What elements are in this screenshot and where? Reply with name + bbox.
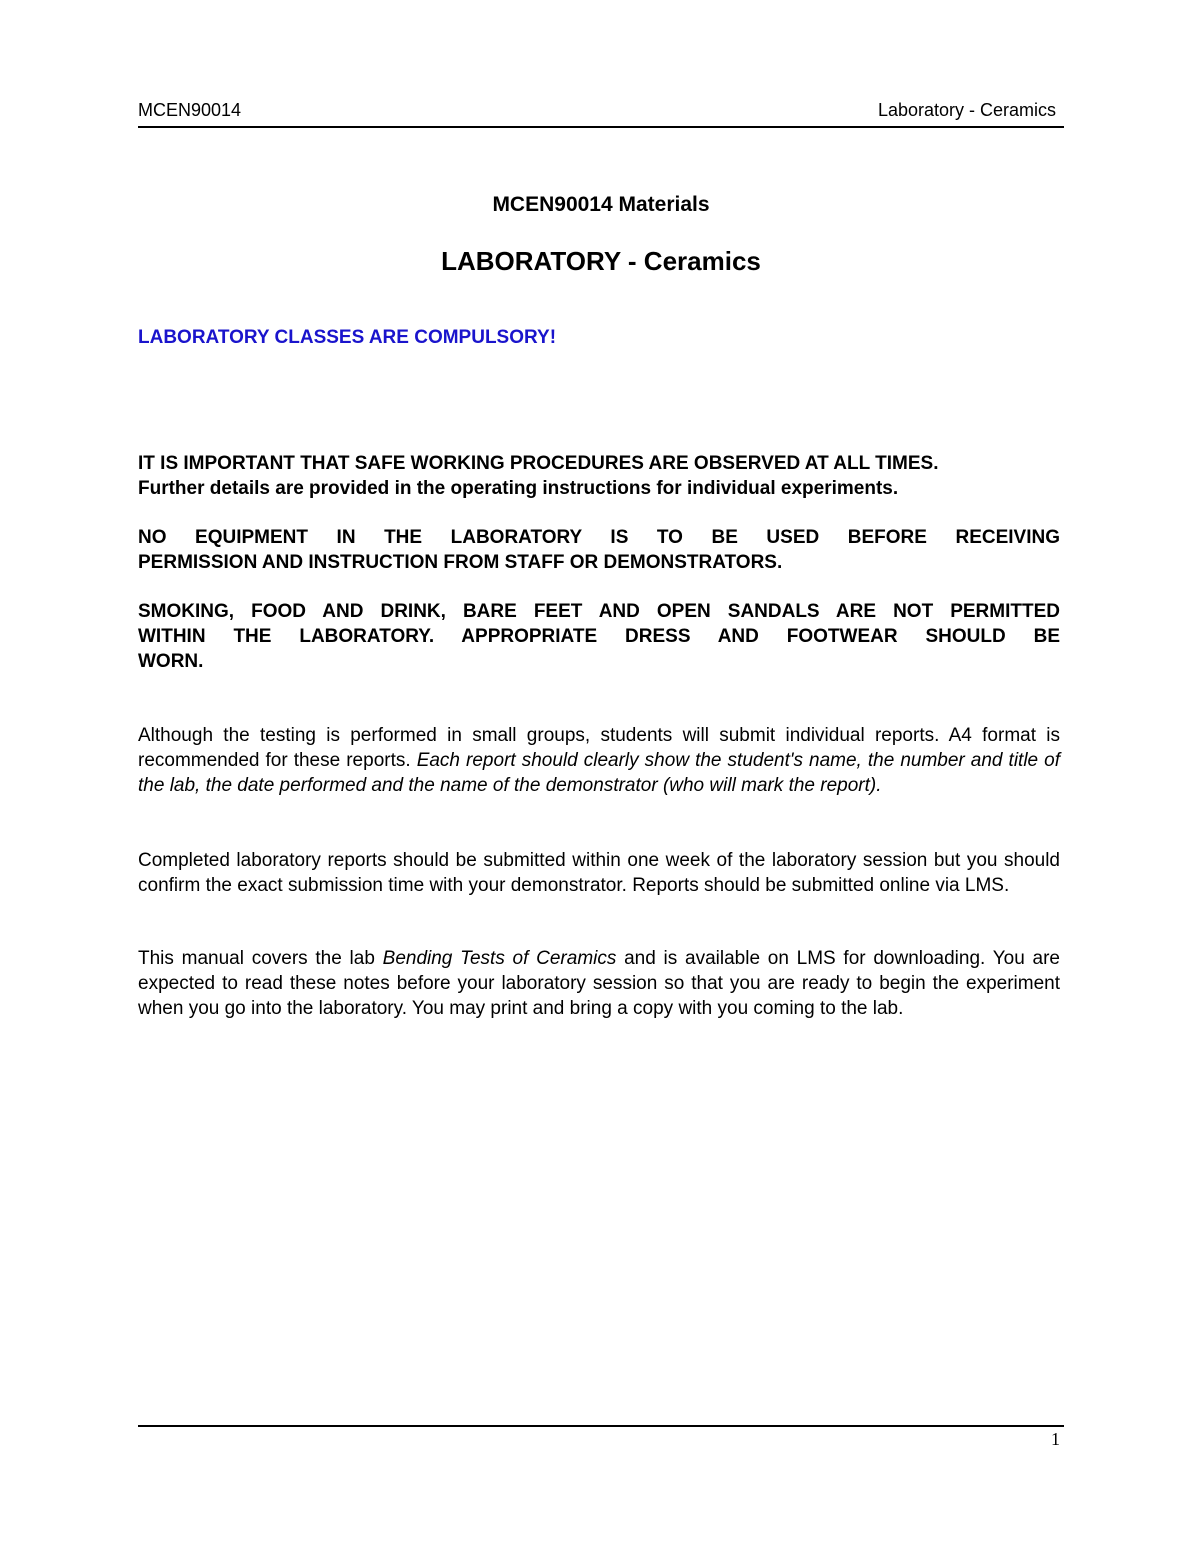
- page-title: LABORATORY - Ceramics: [441, 246, 761, 276]
- dress-code-paragraph: [138, 599, 1060, 674]
- compulsory-notice: LABORATORY CLASSES ARE COMPULSORY!: [138, 327, 557, 348]
- reports-paragraph: [138, 723, 1060, 798]
- manual-text-start: This manual covers the lab: [138, 948, 383, 969]
- dress-code-line-2: WITHIN THE LABORATORY. APPROPRIATE DRESS AND FOOTWEAR SHOULD BE: [138, 626, 1060, 647]
- equipment-line-2: PERMISSION AND INSTRUCTION FROM STAFF OR DEMONSTRATORS.: [138, 552, 783, 573]
- equipment-permission-paragraph: [138, 525, 1060, 575]
- lab-name-text: Bending Tests of Ceramics: [382, 948, 617, 969]
- dress-code-line-1: SMOKING, FOOD AND DRINK, BARE FEET AND OPEN SANDALS ARE NOT PERMITTED: [138, 601, 1060, 622]
- safety-procedures-line: IT IS IMPORTANT THAT SAFE WORKING PROCEDURES ARE OBSERVED AT ALL TIMES.: [138, 453, 939, 474]
- page-number: 1: [1051, 1429, 1060, 1449]
- manual-text-end: and is available on LMS for downloading. You are expected to read these notes before your laboratory session so that you are ready to begin the experiment when you go into the laboratory. You may print and bring a copy with you coming to the lab.: [138, 948, 1060, 1019]
- submission-text: Completed laboratory reports should be submitted within one week of the laboratory session but you should confirm the exact submission time with your demonstrator. Reports should be submitted online via LMS.: [138, 850, 1060, 896]
- header-section-title: Laboratory - Ceramics: [877, 100, 1056, 120]
- reports-text: Although the testing is performed in small groups, students will submit individual reports. A4 format is recommended for these reports.: [138, 725, 1060, 771]
- safety-details-line: Further details are provided in the operating instructions for individual experiments.: [138, 478, 899, 499]
- safety-procedures-paragraph: [138, 451, 1060, 501]
- footer-rule: [138, 1425, 1064, 1427]
- submission-paragraph: [138, 848, 1060, 898]
- page-header: [138, 100, 1064, 128]
- equipment-line-1: NO EQUIPMENT IN THE LABORATORY IS TO BE USED BEFORE RECEIVING: [138, 527, 1060, 548]
- course-title: MCEN90014 Materials: [492, 193, 710, 216]
- manual-paragraph: [138, 946, 1060, 1021]
- dress-code-line-3: WORN.: [138, 651, 204, 672]
- reports-requirements-text: Each report should clearly show the student's name, the number and title of the lab, the date performed and the name of the demonstrator (who will mark the report).: [138, 750, 1060, 796]
- header-course-code: MCEN90014: [138, 100, 242, 120]
